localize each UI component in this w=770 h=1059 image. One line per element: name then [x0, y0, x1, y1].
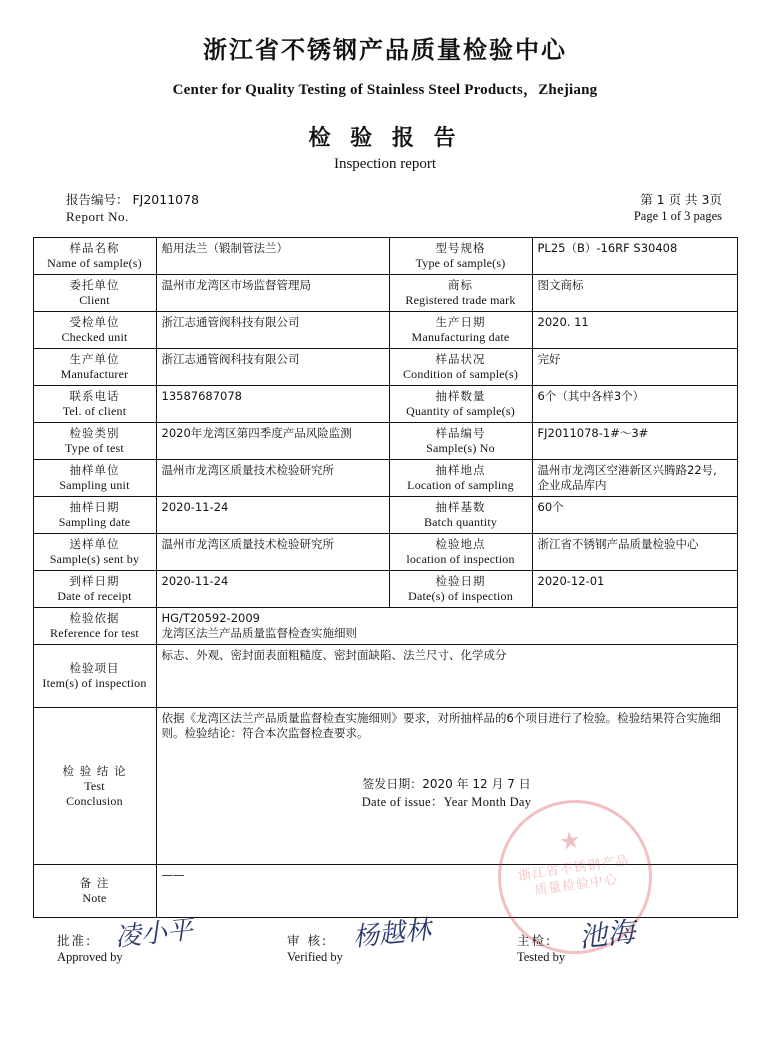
reference-line-1: HG/T20592-2009: [161, 611, 260, 625]
row-label-location-of-inspection: 检验地点 location of inspection: [389, 534, 532, 571]
document-title-cn: 检 验 报 告: [308, 126, 462, 151]
issue-date-cn: 签发日期：2020 年 12 月 7 日: [362, 777, 531, 791]
table-row-items: [33, 645, 737, 708]
row-label-sample-no: 样品编号 Sample(s) No: [389, 423, 532, 460]
row-value-sampling-date: 2020-11-24: [156, 497, 389, 534]
tested-by-label-cn: 主检:: [517, 933, 553, 948]
table-row: [33, 349, 737, 386]
verified-by-label-en: Verified by: [287, 950, 343, 964]
report-number-cn: 报告编号： FJ2011078: [66, 192, 200, 207]
row-label-sampling-date: 抽样日期 Sampling date: [33, 497, 156, 534]
table-row-conclusion: [33, 708, 737, 865]
report-number-block: [66, 191, 199, 225]
row-value-trade-mark: 图文商标: [532, 275, 737, 312]
row-value-condition-of-sample: 完好: [532, 349, 737, 386]
table-row: [33, 312, 737, 349]
row-value-reference-for-test: [156, 608, 737, 645]
table-row: [33, 423, 737, 460]
row-value-tel-of-client: 13587687078: [156, 386, 389, 423]
row-label-checked-unit: 受检单位 Checked unit: [33, 312, 156, 349]
row-label-name-of-sample: 样品名称 Name of sample(s): [33, 238, 156, 275]
row-value-name-of-sample: 船用法兰（锻制管法兰）: [156, 238, 389, 275]
row-value-location-of-sampling: 温州市龙湾区空港新区兴腾路22号, 企业成品库内: [532, 460, 737, 497]
seal-text: 浙江省不锈钢产品质量检验中心: [517, 853, 631, 899]
row-value-manufacturing-date: 2020. 11: [532, 312, 737, 349]
row-label-quantity-of-sample: 抽样数量 Quantity of sample(s): [389, 386, 532, 423]
row-label-items-of-inspection: 检验项目 Item(s) of inspection: [33, 645, 156, 708]
row-value-sample-sent-by: 温州市龙湾区质量技术检验研究所: [156, 534, 389, 571]
row-value-items-of-inspection: 标志、外观、密封面表面粗糙度、密封面缺陷、法兰尺寸、化学成分: [156, 645, 737, 708]
row-label-date-of-receipt: 到样日期 Date of receipt: [33, 571, 156, 608]
tested-by-label-en: Tested by: [517, 950, 566, 964]
row-label-test-conclusion: 检 验 结 论 Test Conclusion: [33, 708, 156, 865]
table-row: [33, 534, 737, 571]
report-number-en: Report No.: [66, 209, 129, 224]
table-row: [33, 460, 737, 497]
verified-by-signature: 杨越林: [351, 915, 433, 953]
row-value-date-of-receipt: 2020-11-24: [156, 571, 389, 608]
seal-star-icon: ★: [557, 827, 583, 857]
table-row-reference: [33, 608, 737, 645]
row-label-type-of-test: 检验类别 Type of test: [33, 423, 156, 460]
row-value-batch-quantity: 60个: [532, 497, 737, 534]
organization-name-cn: 浙江省不锈钢产品质量检验中心: [203, 36, 567, 64]
row-value-client: 温州市龙湾区市场监督管理局: [156, 275, 389, 312]
row-label-batch-quantity: 抽样基数 Batch quantity: [389, 497, 532, 534]
table-row-note: [33, 865, 737, 918]
table-row: [33, 571, 737, 608]
report-number-line: [0, 191, 770, 237]
reference-line-2: 龙湾区法兰产品质量监督检查实施细则: [161, 626, 357, 640]
document-title-en: Inspection report: [333, 156, 437, 172]
verified-by-label-cn: 审 核:: [287, 933, 329, 948]
issue-date-en: Date of issue：Year Month Day: [361, 795, 532, 809]
table-row: [33, 497, 737, 534]
row-label-sample-sent-by: 送样单位 Sample(s) sent by: [33, 534, 156, 571]
row-label-manufacturer: 生产单位 Manufacturer: [33, 349, 156, 386]
row-label-date-of-inspection: 检验日期 Date(s) of inspection: [389, 571, 532, 608]
signature-footer: [55, 915, 715, 992]
row-label-sampling-unit: 抽样单位 Sampling unit: [33, 460, 156, 497]
row-value-type-of-test: 2020年龙湾区第四季度产品风险监测: [156, 423, 389, 460]
row-label-condition-of-sample: 样品状况 Condition of sample(s): [389, 349, 532, 386]
table-row: [33, 238, 737, 275]
page-number-block: [634, 191, 722, 225]
row-value-manufacturer: 浙江志通管阀科技有限公司: [156, 349, 389, 386]
approved-by-signature: 凌小平: [113, 915, 195, 953]
row-value-date-of-inspection: 2020-12-01: [532, 571, 737, 608]
row-label-type-of-sample: 型号规格 Type of sample(s): [389, 238, 532, 275]
page-number-en: Page 1 of 3 pages: [633, 209, 722, 223]
row-value-test-conclusion: [156, 708, 737, 865]
row-label-note: 备 注 Note: [33, 865, 156, 918]
tested-by-block: [517, 915, 637, 966]
row-value-type-of-sample: PL25（B）-16RF S30408: [532, 238, 737, 275]
row-label-tel-of-client: 联系电话 Tel. of client: [33, 386, 156, 423]
table-row: [33, 275, 737, 312]
tested-by-signature: 池海: [577, 915, 637, 954]
row-label-client: 委托单位 Client: [33, 275, 156, 312]
row-value-location-of-inspection: 浙江省不锈钢产品质量检验中心: [532, 534, 737, 571]
row-label-trade-mark: 商标 Registered trade mark: [389, 275, 532, 312]
row-value-sampling-unit: 温州市龙湾区质量技术检验研究所: [156, 460, 389, 497]
page-number-cn: 第 1 页 共 3页: [640, 192, 722, 207]
verified-by-block: [287, 915, 433, 966]
conclusion-text: 依据《龙湾区法兰产品质量监督检查实施细则》要求，对所抽样品的6个项目进行了检验。检验结果符合实施细则。检验结论：符合本次监督检查要求。: [161, 711, 721, 740]
organization-name-en: Center for Quality Testing of Stainless Steel Products，Zhejiang: [172, 82, 598, 98]
row-value-quantity-of-sample: 6个（其中各样3个）: [532, 386, 737, 423]
report-table: [33, 237, 738, 918]
document-header: [0, 0, 770, 173]
table-row: [33, 386, 737, 423]
row-value-checked-unit: 浙江志通管阀科技有限公司: [156, 312, 389, 349]
row-value-sample-no: FJ2011078-1#～3#: [532, 423, 737, 460]
approved-by-block: [57, 915, 195, 966]
row-label-manufacturing-date: 生产日期 Manufacturing date: [389, 312, 532, 349]
row-label-location-of-sampling: 抽样地点 Location of sampling: [389, 460, 532, 497]
approved-by-label-en: Approved by: [57, 950, 123, 964]
row-label-reference-for-test: 检验依据 Reference for test: [33, 608, 156, 645]
row-value-note: ——: [156, 865, 737, 918]
approved-by-label-cn: 批准:: [57, 933, 93, 948]
